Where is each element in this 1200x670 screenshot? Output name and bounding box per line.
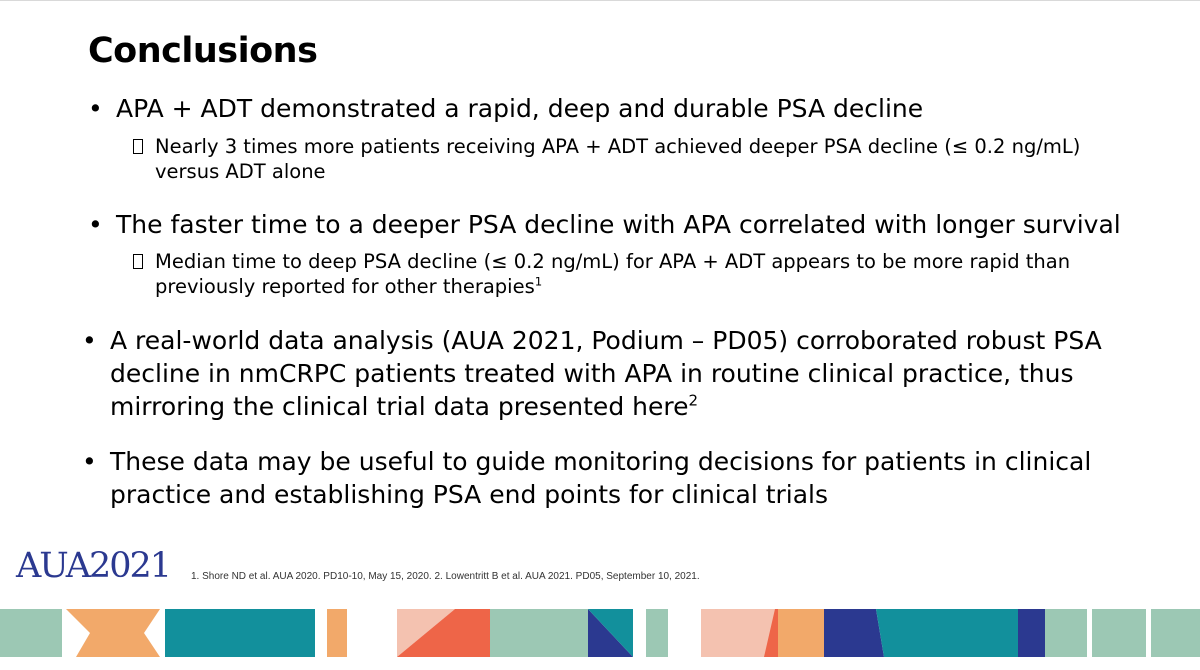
band-block-mint-6: [1151, 609, 1200, 657]
bullet-4-line-1: These data may be useful to guide monitoring decisions for patients in clinical: [110, 447, 1092, 476]
decorative-color-band: [0, 609, 1200, 657]
aua-2021-logo: AUA2021: [16, 546, 171, 586]
bullet-3-line-3: mirroring the clinical trial data presented here: [110, 392, 689, 421]
slide-title: Conclusions: [88, 31, 318, 71]
bullet-dot: •: [82, 447, 97, 476]
band-block-mint-3: [646, 609, 668, 657]
bullet-4-line-2: practice and establishing PSA end points for clinical trials: [110, 480, 829, 509]
bullet-dot: •: [88, 94, 103, 123]
bullet-2: [88, 208, 1121, 241]
band-block-orange-thin: [327, 609, 347, 657]
band-block-pink-2: [701, 609, 775, 657]
bullet-1-sub-line-2: versus ADT alone: [155, 160, 326, 183]
bullet-dot: •: [82, 326, 97, 355]
bullet-2-sub-line-1: Median time to deep PSA decline (≤ 0.2 ng/mL) for APA + ADT appears to be more rapid than: [155, 250, 1071, 273]
bullet-4: [82, 445, 1092, 511]
bullet-2-sub-line-2: previously reported for other therapies: [155, 275, 535, 298]
bullet-dot: •: [88, 210, 103, 239]
band-block-teal: [165, 609, 315, 657]
bullet-3-line-2: decline in nmCRPC patients treated with APA in routine clinical practice, thus: [110, 359, 1074, 388]
footnote-ref-1: 1: [534, 274, 543, 289]
band-block-orange-2: [778, 609, 824, 657]
band-block-mint-2: [490, 609, 588, 657]
band-block-teal-2: [876, 609, 1018, 657]
bullet-1-sub-line-1: Nearly 3 times more patients receiving APA + ADT achieved deeper PSA decline (≤ 0.2 ng/mL): [155, 135, 1081, 158]
missing-glyph-box-icon: [133, 139, 143, 154]
bullet-1: [88, 92, 924, 125]
bullet-2-text: The faster time to a deeper PSA decline with APA correlated with longer survival: [116, 210, 1121, 239]
bullet-2-subitem: [155, 249, 1070, 299]
footnote-ref-2: 2: [688, 391, 699, 410]
band-block-mint-4: [1045, 609, 1087, 657]
bullet-3: [82, 324, 1102, 423]
band-block-orange-bowtie: [66, 609, 160, 657]
references: 1. Shore ND et al. AUA 2020. PD10-10, May 15, 2020. 2. Lowentritt B et al. AUA 2021. PD05, September 10, 2021.: [191, 571, 700, 582]
band-block-navy-2: [1018, 609, 1045, 657]
band-block-mint: [0, 609, 62, 657]
bullet-3-line-1: A real-world data analysis (AUA 2021, Podium – PD05) corroborated robust PSA: [110, 326, 1102, 355]
band-block-navy: [824, 609, 884, 657]
bullet-1-text: APA + ADT demonstrated a rapid, deep and durable PSA decline: [116, 94, 924, 123]
band-block-mint-5: [1092, 609, 1146, 657]
bullet-1-subitem: [155, 134, 1080, 184]
missing-glyph-box-icon: [133, 254, 143, 269]
